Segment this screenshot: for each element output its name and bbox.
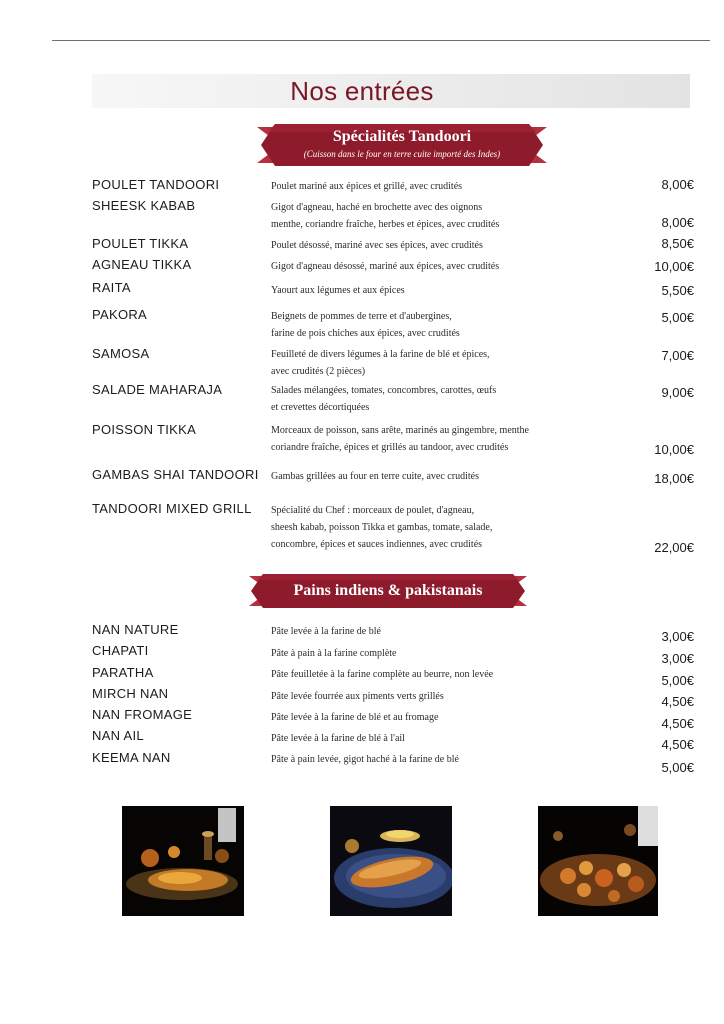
menu-item-name: CHAPATI: [92, 643, 149, 658]
menu-item-name: NAN FROMAGE: [92, 707, 193, 722]
menu-item-description: Gigot d'agneau, haché en brochette avec des oignons menthe, coriandre fraîche, herbes et épices, avec crudités: [271, 202, 500, 230]
menu-item-description: Salades mélangées, tomates, concombres, carottes, œufs et crevettes décortiquées: [271, 385, 497, 413]
menu-item-name: AGNEAU TIKKA: [92, 257, 192, 272]
menu-item-name: SAMOSA: [92, 346, 150, 361]
menu-item-price: 5,00€: [661, 310, 694, 325]
menu-item-price: 3,00€: [661, 651, 694, 666]
menu-item-description: Morceaux de poisson, sans arête, marinés au gingembre, menthe coriandre fraîche, épices et grillés au tandoor, avec crudités: [271, 425, 529, 453]
menu-item-description: Gambas grillées au four en terre cuite, avec crudités: [271, 471, 479, 482]
menu-item-description: Pâte levée à la farine de blé: [271, 626, 381, 637]
menu-item-description: Poulet désossé, mariné avec ses épices, avec crudités: [271, 240, 483, 251]
food-photo-curry: [122, 806, 244, 916]
menu-item-name: POULET TIKKA: [92, 236, 189, 251]
menu-item-name: SHEESK KABAB: [92, 198, 196, 213]
page-title: Nos entrées: [290, 76, 434, 106]
menu-item-description: Pâte levée à la farine de blé et au fromage: [271, 712, 439, 723]
menu-item-description: Pâte à pain levée, gigot haché à la farine de blé: [271, 754, 459, 765]
menu-item-description: Beignets de pommes de terre et d'aubergines, farine de pois chiches aux épices, avec crudités: [271, 311, 460, 339]
tandoori-title: Spécialités Tandoori: [332, 128, 472, 145]
menu-item-price: 10,00€: [654, 259, 694, 274]
menu-item-name: POISSON TIKKA: [92, 422, 197, 437]
food-photo-fish: [330, 806, 452, 916]
tandoori-subtitle: (Cuisson dans le four en terre cuite importé des Indes): [303, 149, 501, 159]
menu-item-description: Pâte levée fourrée aux piments verts grillés: [271, 691, 444, 702]
menu-item-price: 3,00€: [661, 629, 694, 644]
menu-item-price: 8,00€: [661, 215, 694, 230]
menu-item-name: SALADE MAHARAJA: [92, 382, 223, 397]
menu-item-price: 4,50€: [661, 737, 694, 752]
menu-item-name: GAMBAS SHAI TANDOORI: [92, 467, 259, 482]
breads-ribbon: [249, 574, 527, 608]
menu-item-description: Spécialité du Chef : morceaux de poulet, d'agneau, sheesh kabab, poisson Tikka et gambas, tomate, salade, concombre, épices et sauces indiennes, avec crudités: [271, 505, 493, 550]
menu-item-name: RAITA: [92, 280, 131, 295]
menu-item-price: 5,00€: [661, 760, 694, 775]
breads-title: Pains indiens & pakistanais: [293, 582, 483, 599]
menu-item-description: Yaourt aux légumes et aux épices: [271, 285, 405, 296]
menu-item-description: Pâte feuilletée à la farine complète au beurre, non levée: [271, 669, 494, 680]
menu-item-name: NAN NATURE: [92, 622, 179, 637]
menu-item-name: TANDOORI MIXED GRILL: [92, 501, 252, 516]
menu-item-description: Poulet mariné aux épices et grillé, avec crudités: [271, 181, 463, 192]
menu-item-name: NAN AIL: [92, 728, 144, 743]
menu-item-price: 10,00€: [654, 442, 694, 457]
menu-item-price: 4,50€: [661, 716, 694, 731]
tandoori-ribbon: [257, 124, 547, 166]
menu-item-price: 4,50€: [661, 694, 694, 709]
menu-item-price: 5,00€: [661, 673, 694, 688]
menu-item-name: KEEMA NAN: [92, 750, 171, 765]
menu-item-price: 22,00€: [654, 540, 694, 555]
menu-item-name: POULET TANDOORI: [92, 177, 220, 192]
menu-item-name: PAKORA: [92, 307, 148, 322]
menu-item-description: Pâte levée à la farine de blé à l'ail: [271, 733, 405, 744]
menu-item-price: 8,00€: [661, 177, 694, 192]
menu-item-name: MIRCH NAN: [92, 686, 169, 701]
menu-item-price: 5,50€: [661, 283, 694, 298]
menu-item-description: Gigot d'agneau désossé, mariné aux épices, avec crudités: [271, 261, 500, 272]
menu-item-description: Pâte à pain à la farine complète: [271, 648, 397, 659]
menu-item-price: 18,00€: [654, 471, 694, 486]
menu-item-price: 9,00€: [661, 385, 694, 400]
menu-item-price: 7,00€: [661, 348, 694, 363]
food-photo-platter: [538, 806, 658, 916]
top-rule: [52, 40, 710, 41]
menu-item-name: PARATHA: [92, 665, 154, 680]
menu-item-description: Feuilleté de divers légumes à la farine de blé et épices, avec crudités (2 pièces): [271, 349, 490, 377]
menu-item-price: 8,50€: [661, 236, 694, 251]
